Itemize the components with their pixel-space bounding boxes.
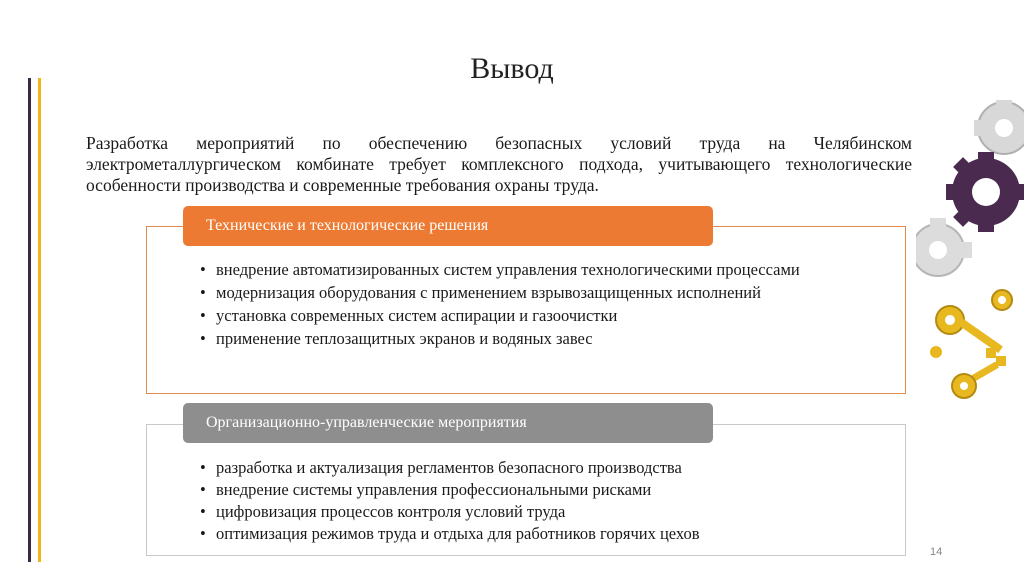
list-item: • разработка и актуализация регламентов безопасного производства xyxy=(196,459,846,477)
list-item: • внедрение автоматизированных систем управления технологическими процессами xyxy=(196,261,846,279)
list-item: • установка современных систем аспирации и газоочистки xyxy=(196,307,846,325)
gears-illustration-icon xyxy=(916,100,1024,280)
intro-paragraph: Разработка мероприятий по обеспечению безопасных условий труда на Челябинском электрометаллургическом комбинате требует комплексного подхода, учитывающего технологические особенности производства и современные требования охраны труда. xyxy=(86,133,912,195)
key-gold-icon xyxy=(936,306,1006,366)
section-header-label: Технические и технологические решения xyxy=(206,217,489,234)
section-header-organizational xyxy=(183,403,713,443)
section-header-label: Организационно-управленческие мероприятия xyxy=(206,414,527,431)
list-item: • цифровизация процессов контроля условий труда xyxy=(196,503,846,521)
gear-silver-large-icon xyxy=(916,218,972,276)
small-gear-gold-icon xyxy=(930,346,942,358)
page-number: 14 xyxy=(930,546,943,558)
section-header-technical xyxy=(183,206,713,246)
keys-illustration-icon xyxy=(924,282,1024,412)
slide-title: Вывод xyxy=(470,52,554,85)
section-list-technical xyxy=(196,261,846,353)
list-item: • оптимизация режимов труда и отдыха для работников горячих цехов xyxy=(196,525,846,543)
list-item: • модернизация оборудования с применением взрывозащищенных исполнений xyxy=(196,284,846,302)
section-list-organizational xyxy=(196,459,846,547)
gear-silver-icon xyxy=(974,100,1024,154)
decorative-bar-gold xyxy=(38,78,41,562)
list-item: • внедрение системы управления профессиональными рисками xyxy=(196,481,846,499)
gear-purple-icon xyxy=(946,152,1024,232)
key-gold-2-icon xyxy=(952,290,1012,398)
list-item: • применение теплозащитных экранов и водяных завес xyxy=(196,330,846,348)
decorative-bar-dark xyxy=(28,78,31,562)
